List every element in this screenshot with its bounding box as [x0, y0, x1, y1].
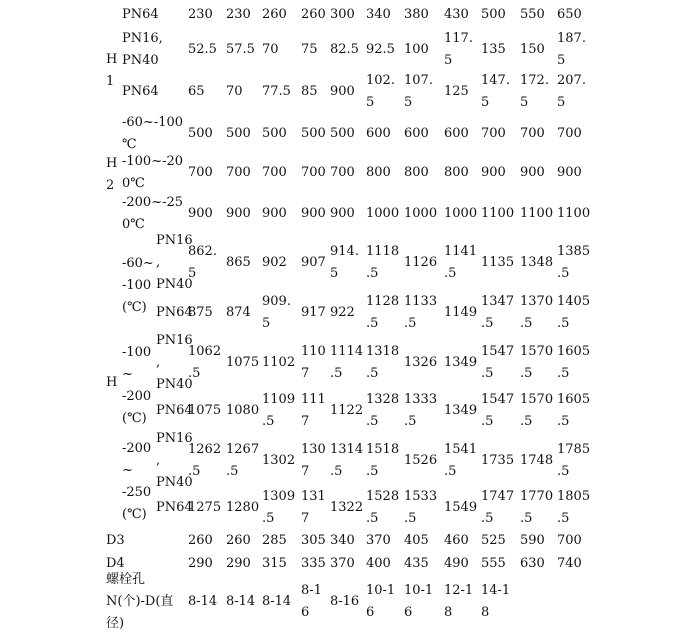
- value-cell: 77.5: [262, 84, 291, 99]
- value-cell: 340: [366, 7, 391, 22]
- value-cell: 92.5: [366, 42, 395, 57]
- value-cell: 700: [188, 165, 213, 180]
- pn-label: PN64: [122, 84, 159, 99]
- value-cell: 900: [301, 206, 326, 221]
- value-cell: 500: [481, 7, 506, 22]
- value-cell: 1748: [520, 453, 554, 468]
- value-cell: 500: [330, 126, 355, 141]
- value-cell: 490: [444, 556, 469, 571]
- value-cell: 82.5: [330, 42, 359, 57]
- value-cell: 10-1 6: [404, 583, 434, 620]
- value-cell: 1000: [444, 206, 478, 221]
- value-cell: 290: [226, 556, 251, 571]
- temp-label: -60~ -100 (℃): [122, 256, 154, 315]
- value-cell: 117. 5: [444, 31, 473, 68]
- value-cell: 650: [557, 7, 582, 22]
- value-cell: 260: [262, 7, 287, 22]
- value-cell: 1747 .5: [481, 489, 515, 526]
- value-cell: 700: [301, 165, 326, 180]
- pn-label: PN64: [156, 305, 193, 320]
- temp-label: -100 ~ -200 (℃): [122, 345, 152, 426]
- value-cell: [520, 578, 556, 626]
- value-cell: 1080: [226, 403, 260, 418]
- value-cell: 1267 .5: [226, 442, 260, 479]
- value-cell: 340: [330, 533, 355, 548]
- value-cell: 1785 .5: [557, 442, 591, 479]
- value-cell: 1280: [226, 500, 260, 515]
- value-cell: 335: [301, 556, 326, 571]
- temp-label: -200 ~ -250 (℃): [122, 441, 152, 522]
- value-cell: 1100: [481, 206, 515, 221]
- row-label: 螺栓孔 N(个)-D(直 径): [106, 572, 174, 631]
- value-cell: 900: [226, 206, 251, 221]
- value-cell: 1349: [444, 403, 478, 418]
- pn-label: PN16 , PN40: [156, 431, 193, 490]
- value-cell: 874: [226, 305, 251, 320]
- value-cell: 1385 .5: [557, 244, 591, 281]
- temp-label: -60~-100 ℃: [122, 115, 184, 152]
- value-cell: 917: [301, 305, 326, 320]
- value-cell: 1126: [404, 255, 438, 270]
- value-cell: 600: [444, 126, 469, 141]
- value-cell: 914. 5: [330, 244, 359, 281]
- pn-label: PN16 , PN40: [156, 333, 193, 392]
- value-cell: 700: [557, 126, 582, 141]
- value-cell: 125: [444, 84, 469, 99]
- value-cell: 875: [188, 305, 213, 320]
- value-cell: 862. 5: [188, 244, 217, 281]
- value-cell: 260: [188, 533, 213, 548]
- value-cell: 435: [404, 556, 429, 571]
- value-cell: 555: [481, 556, 506, 571]
- value-cell: 1328 .5: [366, 392, 400, 429]
- value-cell: 600: [404, 126, 429, 141]
- value-cell: 1405 .5: [557, 294, 591, 331]
- value-cell: 700: [330, 165, 355, 180]
- value-cell: 380: [404, 7, 429, 22]
- value-cell: 8-1 6: [301, 583, 322, 620]
- pn-label: PN16 , PN40: [156, 233, 193, 292]
- value-cell: 900: [557, 165, 582, 180]
- value-cell: 102. 5: [366, 73, 395, 110]
- value-cell: 100: [404, 42, 429, 57]
- value-cell: 1135: [481, 255, 515, 270]
- temp-label: -100~-20 0℃: [122, 154, 184, 191]
- row-label: D3: [106, 533, 125, 548]
- value-cell: 400: [366, 556, 391, 571]
- value-cell: 600: [366, 126, 391, 141]
- value-cell: 865: [226, 255, 251, 270]
- value-cell: 1570 .5: [520, 392, 554, 429]
- value-cell: 70: [226, 84, 243, 99]
- value-cell: 1133 .5: [404, 294, 438, 331]
- value-cell: 1114 .5: [330, 344, 364, 381]
- value-cell: 1348: [520, 255, 554, 270]
- value-cell: 1605 .5: [557, 344, 591, 381]
- value-cell: 1100: [557, 206, 591, 221]
- value-cell: 1533 .5: [404, 489, 438, 526]
- value-cell: 315: [262, 556, 287, 571]
- value-cell: 300: [330, 7, 355, 22]
- value-cell: 1549: [444, 500, 478, 515]
- value-cell: 800: [404, 165, 429, 180]
- value-cell: 590: [520, 533, 545, 548]
- value-cell: 700: [481, 126, 506, 141]
- value-cell: 52.5: [188, 42, 217, 57]
- value-cell: 8-14: [262, 594, 292, 609]
- value-cell: 1302: [262, 453, 296, 468]
- value-cell: 1309 .5: [262, 489, 296, 526]
- value-cell: 907: [301, 255, 326, 270]
- group-label-h2: H 2: [106, 156, 118, 193]
- value-cell: 900: [330, 206, 355, 221]
- value-cell: 1262 .5: [188, 442, 222, 479]
- value-cell: 902: [262, 255, 287, 270]
- value-cell: 305: [301, 533, 326, 548]
- value-cell: 1000: [404, 206, 438, 221]
- value-cell: 900: [188, 206, 213, 221]
- value-cell: 1318 .5: [366, 344, 400, 381]
- value-cell: 900: [481, 165, 506, 180]
- row-label: PN64: [122, 7, 159, 22]
- value-cell: 430: [444, 7, 469, 22]
- value-cell: 1349: [444, 355, 478, 370]
- value-cell: 260: [226, 533, 251, 548]
- value-cell: 1526: [404, 453, 438, 468]
- value-cell: 1528 .5: [366, 489, 400, 526]
- value-cell: 1314 .5: [330, 442, 364, 479]
- value-cell: 630: [520, 556, 545, 571]
- value-cell: 1541 .5: [444, 442, 478, 479]
- value-cell: 740: [557, 556, 582, 571]
- value-cell: 1000: [366, 206, 400, 221]
- value-cell: 230: [188, 7, 213, 22]
- value-cell: 800: [444, 165, 469, 180]
- group-label-h: H: [106, 375, 118, 390]
- temp-label: -200~-25 0℃: [122, 195, 184, 232]
- value-cell: 75: [301, 42, 318, 57]
- value-cell: 207. 5: [557, 73, 586, 110]
- value-cell: 1547 .5: [481, 344, 515, 381]
- value-cell: 135: [481, 42, 506, 57]
- value-cell: 1518 .5: [366, 442, 400, 479]
- value-cell: 1326: [404, 355, 438, 370]
- value-cell: 85: [301, 84, 318, 99]
- value-cell: 65: [188, 84, 205, 99]
- value-cell: 285: [262, 533, 287, 548]
- value-cell: 1370 .5: [520, 294, 554, 331]
- group-label-h1: H 1: [106, 52, 118, 89]
- value-cell: 8-16: [330, 594, 360, 609]
- value-cell: 1109 .5: [262, 392, 296, 429]
- value-cell: 8-14: [188, 594, 218, 609]
- value-cell: 230: [226, 7, 251, 22]
- value-cell: 8-14: [226, 594, 256, 609]
- value-cell: 1141 .5: [444, 244, 478, 281]
- value-cell: 370: [366, 533, 391, 548]
- value-cell: 1102: [262, 355, 296, 370]
- value-cell: 107. 5: [404, 73, 433, 110]
- value-cell: 500: [188, 126, 213, 141]
- value-cell: 922: [330, 305, 355, 320]
- value-cell: 909. 5: [262, 294, 291, 331]
- value-cell: 1735: [481, 453, 515, 468]
- value-cell: 1805 .5: [557, 489, 591, 526]
- value-cell: 700: [557, 533, 582, 548]
- value-cell: 1347 .5: [481, 294, 515, 331]
- value-cell: 500: [226, 126, 251, 141]
- value-cell: 700: [226, 165, 251, 180]
- pn-label: PN64: [156, 403, 193, 418]
- value-cell: 290: [188, 556, 213, 571]
- value-cell: 1075: [226, 355, 260, 370]
- value-cell: 460: [444, 533, 469, 548]
- value-cell: 110 7: [301, 344, 326, 381]
- value-cell: 1122: [330, 403, 364, 418]
- dimension-table: [104, 4, 591, 631]
- value-cell: 187. 5: [557, 31, 586, 68]
- value-cell: [557, 578, 593, 626]
- value-cell: 525: [481, 533, 506, 548]
- value-cell: 1275: [188, 500, 222, 515]
- value-cell: 14-1 8: [481, 583, 511, 620]
- value-cell: 1322: [330, 500, 364, 515]
- value-cell: 150: [520, 42, 545, 57]
- value-cell: 550: [520, 7, 545, 22]
- value-cell: 1118 .5: [366, 244, 400, 281]
- value-cell: 370: [330, 556, 355, 571]
- pn-label: PN16, PN40: [122, 31, 163, 68]
- value-cell: 1333 .5: [404, 392, 438, 429]
- value-cell: 700: [262, 165, 287, 180]
- value-cell: 1149: [444, 305, 478, 320]
- value-cell: 1570 .5: [520, 344, 554, 381]
- value-cell: 172. 5: [520, 73, 549, 110]
- value-cell: 700: [520, 126, 545, 141]
- value-cell: 900: [262, 206, 287, 221]
- value-cell: 131 7: [301, 489, 326, 526]
- pn-label: PN64: [156, 500, 193, 515]
- value-cell: 1770 .5: [520, 489, 554, 526]
- value-cell: 1075: [188, 403, 222, 418]
- value-cell: 900: [520, 165, 545, 180]
- value-cell: 500: [262, 126, 287, 141]
- value-cell: 260: [301, 7, 326, 22]
- value-cell: 500: [301, 126, 326, 141]
- value-cell: 1547 .5: [481, 392, 515, 429]
- value-cell: 1128 .5: [366, 294, 400, 331]
- value-cell: 800: [366, 165, 391, 180]
- value-cell: 130 7: [301, 442, 326, 479]
- value-cell: 10-1 6: [366, 583, 396, 620]
- value-cell: 70: [262, 42, 279, 57]
- value-cell: 405: [404, 533, 429, 548]
- value-cell: 147. 5: [481, 73, 510, 110]
- value-cell: 12-1 8: [444, 583, 474, 620]
- value-cell: 1062 .5: [188, 344, 222, 381]
- value-cell: 57.5: [226, 42, 255, 57]
- value-cell: 111 7: [301, 392, 326, 429]
- row-label: D4: [106, 556, 125, 571]
- value-cell: 1605 .5: [557, 392, 591, 429]
- value-cell: 1100: [520, 206, 554, 221]
- value-cell: 900: [330, 84, 355, 99]
